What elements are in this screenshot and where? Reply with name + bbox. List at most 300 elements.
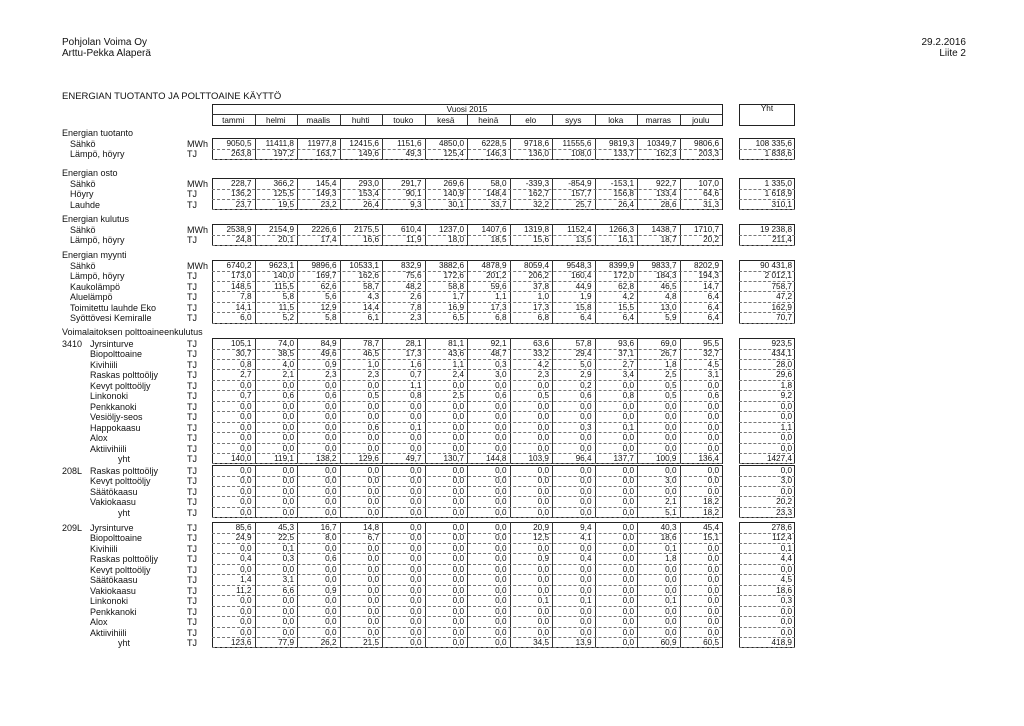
table-cell: 0,0	[452, 627, 464, 637]
table-cell: 1,1	[410, 380, 422, 390]
table-cell: 5,9	[665, 313, 677, 323]
table-cell: 0,6	[580, 391, 592, 401]
table-cell: 0,0	[495, 466, 507, 475]
table-cell: 9896,6	[311, 261, 337, 270]
table-cell: 93,6	[618, 339, 634, 348]
row-unit: TJ	[187, 507, 197, 518]
table-cell: 0,0	[622, 606, 634, 616]
table-cell: 0,0	[367, 476, 379, 486]
table-cell: 38,5	[278, 349, 294, 359]
table-cell: 69,0	[660, 339, 677, 348]
table-cell: 9718,6	[523, 139, 549, 148]
row-label: Alox	[90, 433, 108, 444]
table-cell: 153,4	[358, 189, 379, 199]
table-cell: 0,0	[452, 466, 464, 475]
table-cell: 14,7	[703, 281, 719, 291]
table-cell: 26,4	[363, 199, 379, 209]
table-cell: 125,5	[273, 189, 294, 199]
table-cell: 0,0	[665, 443, 677, 453]
table-cell: 0,0	[282, 401, 294, 411]
row-unit: TJ	[187, 617, 197, 628]
table-cell: 19,5	[278, 199, 294, 209]
month-divider	[297, 114, 298, 126]
table-cell: 0,0	[665, 564, 677, 574]
table-cell: 103,9	[528, 453, 549, 463]
row-unit: TJ	[187, 292, 197, 303]
table-cell: 0,0	[622, 596, 634, 606]
table-cell: 77,9	[278, 637, 294, 647]
row-unit: TJ	[187, 497, 197, 508]
table-cell: 0,0	[282, 617, 294, 627]
row-label: Kivihiili	[90, 543, 118, 554]
table-cell: 12,9	[320, 302, 337, 312]
table-cell: 172,6	[443, 271, 464, 281]
table-cell: 49,6	[320, 349, 337, 359]
table-cell: 144,8	[486, 453, 507, 463]
row-label: Jyrsinturve	[90, 523, 134, 533]
table-cell: 14,4	[363, 302, 379, 312]
table-cell: 0,0	[410, 617, 422, 627]
table-cell: 0,0	[537, 380, 549, 390]
row-unit: TJ	[187, 339, 197, 349]
table-cell: 0,5	[665, 391, 677, 401]
month-label-2: helmi	[265, 116, 286, 125]
table-cell: 49,3	[405, 149, 422, 159]
table-cell: 26,7	[660, 349, 677, 359]
table-cell: 1,7	[452, 292, 464, 302]
table-cell: 44,9	[575, 281, 592, 291]
row-label: Kaukolämpö	[70, 281, 121, 292]
table-cell: 28,6	[660, 199, 677, 209]
table-cell: 0,0	[622, 466, 634, 475]
row-unit: TJ	[187, 281, 197, 292]
row-label: Biopolttoaine	[90, 349, 143, 360]
table-cell: 14,1	[235, 302, 252, 312]
table-cell: 0,0	[580, 627, 592, 637]
table-cell: 0,8	[240, 359, 252, 369]
table-cell: 0,0	[452, 443, 464, 453]
table-cell: 0,0	[495, 637, 507, 647]
row-unit: TJ	[187, 433, 197, 444]
table-cell: 0,0	[410, 443, 422, 453]
table-cell: 0,0	[537, 585, 549, 595]
table-cell: 95,5	[703, 339, 719, 348]
table-cell: 0,0	[325, 380, 337, 390]
table-cell: 8059,4	[523, 261, 549, 270]
table-cell: 0,0	[240, 596, 252, 606]
table-cell: 15,8	[575, 302, 592, 312]
table-cell: 148,5	[231, 281, 252, 291]
table-cell: 0,0	[665, 627, 677, 637]
table-cell: 0,0	[537, 606, 549, 616]
table-cell: 0,0	[282, 466, 294, 475]
row-total: 3,0	[780, 476, 792, 486]
table-cell: 0,0	[410, 523, 422, 532]
table-cell: 18,5	[490, 235, 507, 245]
table-cell: 115,5	[274, 281, 294, 291]
table-cell: 0,1	[665, 596, 677, 606]
table-cell: 157,7	[571, 189, 592, 199]
table-cell: 123,6	[231, 637, 252, 647]
row-unit: TJ	[187, 412, 197, 423]
table-cell: 16,9	[448, 302, 464, 312]
table-cell: 137,7	[613, 453, 634, 463]
row-label: Säätökaasu	[90, 486, 138, 497]
month-divider	[340, 114, 341, 126]
table-cell: 1151,6	[397, 139, 422, 148]
fuel-section-title: Voimalaitoksen polttoaineenkulutus	[62, 327, 203, 337]
table-cell: 23,2	[320, 199, 337, 209]
row-total: 2 012,1	[764, 271, 792, 281]
table-cell: 138,2	[316, 453, 337, 463]
row-unit: TJ	[187, 235, 197, 246]
table-cell: 291,7	[401, 179, 422, 188]
table-cell: 9,3	[410, 199, 422, 209]
table-cell: 18,2	[703, 507, 719, 517]
table-cell: 43,6	[448, 349, 464, 359]
table-cell: 0,0	[665, 486, 677, 496]
table-cell: 0,0	[367, 596, 379, 606]
row-separator	[212, 517, 722, 518]
table-cell: 0,0	[452, 543, 464, 553]
table-cell: 74,0	[278, 339, 294, 348]
table-cell: 1,1	[452, 359, 464, 369]
table-cell: 6,1	[367, 313, 379, 323]
table-cell: 13,5	[575, 235, 592, 245]
table-cell: 8,0	[325, 533, 337, 543]
table-cell: 206,2	[528, 271, 549, 281]
table-cell: 0,0	[622, 433, 634, 443]
table-cell: 7,8	[410, 302, 422, 312]
table-cell: 0,0	[537, 575, 549, 585]
row-total: 70,7	[776, 313, 792, 323]
table-cell: 3,1	[282, 575, 294, 585]
table-cell: 0,3	[580, 422, 592, 432]
table-cell: 6,4	[707, 292, 719, 302]
row-label: Jyrsinturve	[90, 339, 134, 349]
table-cell: 0,0	[495, 617, 507, 627]
table-cell: 163,7	[316, 149, 337, 159]
table-cell: 0,0	[452, 497, 464, 507]
row-total: 23,3	[776, 507, 792, 517]
table-cell: 0,1	[665, 543, 677, 553]
table-cell: 6228,5	[481, 139, 507, 148]
table-cell: 11977,8	[307, 139, 337, 148]
row-total: 0,0	[780, 412, 792, 422]
row-total: 162,9	[771, 302, 792, 312]
row-separator	[739, 323, 795, 324]
table-cell: 6,8	[495, 313, 507, 323]
table-cell: 0,4	[240, 554, 252, 564]
row-total: 0,0	[780, 627, 792, 637]
table-cell: 0,0	[452, 575, 464, 585]
month-label-5: touko	[393, 116, 414, 125]
table-cell: 2,7	[622, 359, 634, 369]
table-cell: 0,0	[495, 476, 507, 486]
table-cell: 0,0	[495, 533, 507, 543]
table-cell: 3,0	[665, 476, 677, 486]
table-cell: 0,0	[410, 401, 422, 411]
table-cell: 0,0	[452, 533, 464, 543]
row-total: 278,6	[771, 523, 792, 532]
row-label: Biopolttoaine	[90, 533, 143, 544]
row-label: Penkkanoki	[90, 606, 137, 617]
table-cell: 0,0	[580, 486, 592, 496]
table-cell: 0,0	[410, 564, 422, 574]
table-cell: 162,3	[656, 149, 677, 159]
table-cell: 62,6	[320, 281, 337, 291]
row-label: yht	[118, 507, 131, 518]
row-unit: TJ	[187, 391, 197, 402]
row-total: 1 838,6	[764, 149, 792, 159]
table-cell: 0,0	[410, 412, 422, 422]
table-cell: 0,0	[367, 507, 379, 517]
row-total: 29,6	[776, 370, 792, 380]
table-cell: 0,6	[325, 391, 337, 401]
row-total: 0,0	[780, 486, 792, 496]
table-cell: 0,0	[707, 543, 719, 553]
table-cell: 0,1	[622, 422, 634, 432]
table-cell: 0,4	[580, 554, 592, 564]
table-cell: 0,0	[452, 564, 464, 574]
table-cell: 108,0	[571, 149, 592, 159]
row-label: Linkonoki	[90, 391, 129, 402]
table-cell: 2538,9	[226, 225, 252, 234]
table-cell: 0,0	[367, 401, 379, 411]
table-cell: 1,1	[495, 292, 507, 302]
table-cell: 6,0	[240, 313, 252, 323]
table-cell: 0,0	[665, 606, 677, 616]
row-label: yht	[118, 637, 131, 648]
table-cell: 30,7	[235, 349, 252, 359]
table-cell: 13,0	[660, 302, 677, 312]
table-cell: 58,0	[490, 179, 507, 188]
table-cell: 45,3	[278, 523, 294, 532]
table-cell: 0,0	[325, 627, 337, 637]
table-cell: 0,0	[707, 585, 719, 595]
row-unit: TJ	[187, 313, 197, 324]
row-label: yht	[118, 453, 131, 464]
table-cell: 0,0	[580, 507, 592, 517]
table-cell: 32,7	[703, 349, 719, 359]
table-cell: 2,9	[580, 370, 592, 380]
table-cell: 0,0	[240, 380, 252, 390]
table-cell: 22,5	[278, 533, 294, 543]
table-cell: 4,2	[622, 292, 634, 302]
table-cell: 0,0	[452, 507, 464, 517]
row-label: Raskas polttoöljy	[90, 370, 159, 381]
table-cell: 13,9	[575, 637, 592, 647]
table-cell: 0,0	[410, 543, 422, 553]
table-cell: 0,0	[665, 466, 677, 475]
table-cell: 832,9	[401, 261, 422, 270]
table-cell: 92,1	[490, 339, 507, 348]
table-cell: -339,3	[525, 179, 549, 188]
table-cell: 57,8	[575, 339, 592, 348]
table-cell: 6,4	[580, 313, 592, 323]
table-cell: 1,9	[580, 292, 592, 302]
month-divider	[595, 114, 596, 126]
table-cell: 31,3	[703, 199, 719, 209]
row-label: Lämpö, höyry	[70, 235, 125, 246]
table-cell: 136,0	[528, 149, 549, 159]
table-cell: 32,2	[533, 199, 549, 209]
table-cell: 0,0	[325, 497, 337, 507]
row-total: 90 431,8	[760, 261, 792, 270]
row-unit: TJ	[187, 585, 197, 596]
table-cell: 0,0	[580, 575, 592, 585]
table-cell: 20,1	[278, 235, 294, 245]
table-cell: 0,0	[282, 433, 294, 443]
table-cell: 96,4	[575, 453, 592, 463]
table-cell: 1,8	[665, 359, 677, 369]
table-cell: 162,6	[358, 271, 379, 281]
row-label: Vesiöljy-seos	[90, 412, 143, 423]
table-cell: 0,0	[495, 596, 507, 606]
table-cell: 0,6	[707, 391, 719, 401]
table-cell: 0,0	[707, 466, 719, 475]
row-total: 0,1	[780, 543, 792, 553]
table-cell: 0,0	[240, 401, 252, 411]
table-cell: 26,4	[618, 199, 634, 209]
table-cell: 0,0	[282, 486, 294, 496]
attachment-label: Liite 2	[939, 48, 966, 59]
table-cell: 610,4	[401, 225, 422, 234]
row-label: Vakiokaasu	[90, 497, 136, 508]
table-cell: 366,2	[273, 179, 294, 188]
table-cell: 148,4	[486, 189, 507, 199]
row-label: Alox	[90, 617, 108, 628]
table-cell: 0,0	[580, 543, 592, 553]
table-cell: 9623,1	[268, 261, 294, 270]
table-cell: 0,0	[452, 606, 464, 616]
table-cell: 0,0	[240, 507, 252, 517]
row-unit: TJ	[187, 564, 197, 575]
table-cell: 0,0	[240, 497, 252, 507]
row-separator	[212, 159, 722, 160]
table-cell: 228,7	[231, 179, 252, 188]
table-cell: 0,0	[410, 554, 422, 564]
table-cell: 30,1	[448, 199, 464, 209]
row-separator	[739, 647, 795, 648]
table-cell: 0,0	[495, 554, 507, 564]
table-cell: 0,0	[707, 486, 719, 496]
month-divider	[425, 114, 426, 126]
table-cell: 922,7	[656, 179, 677, 188]
table-cell: 133,4	[656, 189, 677, 199]
table-cell: 0,7	[240, 391, 252, 401]
table-cell: 0,0	[325, 476, 337, 486]
table-cell: 45,4	[703, 523, 719, 532]
row-label: Lämpö, höyry	[70, 271, 125, 282]
table-cell: 16,1	[618, 235, 634, 245]
table-cell: 0,0	[325, 564, 337, 574]
table-cell: 62,8	[618, 281, 634, 291]
table-cell: 0,0	[580, 433, 592, 443]
table-cell: 0,0	[367, 466, 379, 475]
table-cell: 0,0	[580, 443, 592, 453]
document-date: 29.2.2016	[921, 37, 966, 48]
table-cell: 11411,8	[265, 139, 294, 148]
table-cell: 0,0	[240, 486, 252, 496]
table-cell: 11,2	[236, 585, 252, 595]
table-cell: 64,6	[703, 189, 719, 199]
table-cell: 0,9	[537, 554, 549, 564]
table-cell: 0,0	[537, 627, 549, 637]
table-cell: 9819,3	[608, 139, 634, 148]
table-cell: 0,0	[367, 554, 379, 564]
table-cell: 0,0	[537, 617, 549, 627]
table-cell: 34,5	[533, 637, 549, 647]
table-cell: 0,0	[622, 585, 634, 595]
table-cell: 58,8	[448, 281, 464, 291]
section-title: Energian osto	[62, 168, 118, 178]
month-divider	[255, 114, 256, 126]
row-label: Aluelämpö	[70, 292, 113, 303]
row-total: 758,7	[771, 281, 792, 291]
table-cell: 6,7	[367, 533, 379, 543]
table-cell: 184,3	[656, 271, 677, 281]
row-total: 28,0	[776, 359, 792, 369]
row-unit: TJ	[187, 486, 197, 497]
table-cell: 6,8	[537, 313, 549, 323]
table-cell: 6740,2	[226, 261, 252, 270]
table-cell: 0,0	[410, 606, 422, 616]
table-cell: 0,0	[495, 433, 507, 443]
row-total: 18,6	[776, 585, 792, 595]
row-label: Penkkanoki	[90, 401, 137, 412]
table-cell: 194,3	[698, 271, 719, 281]
row-label: Toimitettu lauhde Eko	[70, 302, 157, 313]
table-cell: 0,0	[325, 466, 337, 475]
table-cell: 2,6	[410, 292, 422, 302]
table-cell: 0,0	[495, 412, 507, 422]
table-cell: 0,0	[495, 564, 507, 574]
table-cell: 0,0	[580, 585, 592, 595]
row-label: Lämpö, höyry	[70, 149, 125, 160]
table-cell: 1152,4	[567, 225, 592, 234]
table-cell: 0,0	[452, 401, 464, 411]
table-cell: 0,0	[410, 497, 422, 507]
table-cell: 0,0	[325, 443, 337, 453]
table-cell: 0,0	[325, 433, 337, 443]
row-total: 1,1	[780, 422, 792, 432]
table-cell: 4,5	[707, 359, 719, 369]
table-cell: 0,0	[282, 412, 294, 422]
table-cell: 0,0	[495, 422, 507, 432]
row-unit: TJ	[187, 606, 197, 617]
month-divider	[510, 114, 511, 126]
table-cell: 0,0	[495, 507, 507, 517]
table-cell: 15,5	[618, 302, 634, 312]
row-total: 19 238,8	[760, 225, 792, 234]
table-cell: 2,3	[537, 370, 549, 380]
table-cell: 0,0	[495, 585, 507, 595]
table-cell: 4,3	[367, 292, 379, 302]
table-cell: 0,6	[367, 422, 379, 432]
table-cell: 2154,9	[268, 225, 294, 234]
table-cell: 0,0	[367, 497, 379, 507]
month-label-8: elo	[525, 116, 537, 125]
table-cell: 6,5	[452, 313, 464, 323]
table-cell: 0,0	[495, 401, 507, 411]
table-cell: 8202,9	[693, 261, 719, 270]
table-cell: 48,2	[405, 281, 422, 291]
table-cell: 263,8	[231, 149, 252, 159]
row-total: 20,2	[776, 497, 792, 507]
table-cell: 203,3	[698, 149, 719, 159]
table-cell: 0,0	[452, 596, 464, 606]
